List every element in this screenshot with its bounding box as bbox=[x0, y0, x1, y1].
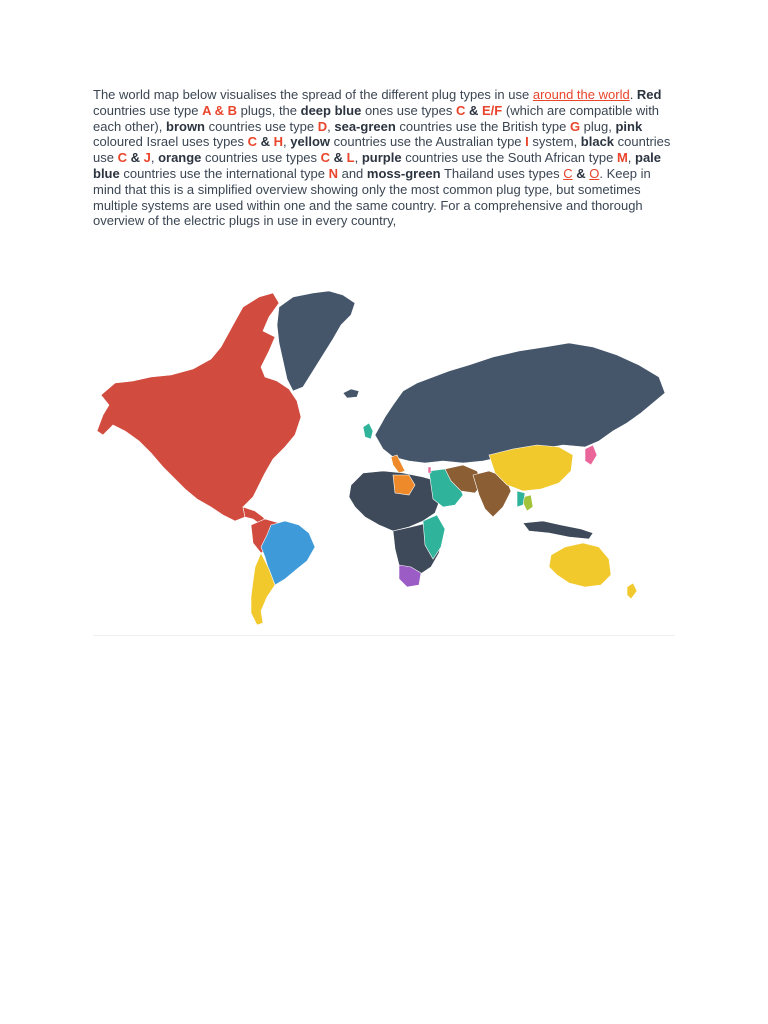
intro-text: countries use the British type bbox=[395, 118, 570, 134]
plug-type-c: C bbox=[247, 134, 258, 150]
plug-type-g: G bbox=[569, 118, 581, 134]
intro-text: plug, bbox=[580, 118, 616, 134]
plug-type-j: J bbox=[143, 150, 151, 166]
intro-text: plugs, the bbox=[237, 102, 301, 118]
color-name-orange: orange bbox=[158, 150, 202, 166]
region-eurasia bbox=[375, 343, 665, 463]
plug-type-o-link[interactable]: O bbox=[589, 165, 600, 181]
intro-text: and bbox=[337, 165, 367, 181]
plug-type-l: L bbox=[346, 150, 355, 166]
color-name-pale-blue: pale blue bbox=[93, 150, 662, 181]
ampersand: & bbox=[572, 165, 590, 181]
plug-type-ef: E/F bbox=[482, 102, 503, 118]
region-japan bbox=[585, 445, 597, 465]
region-north-america bbox=[97, 293, 301, 521]
plug-type-c-link[interactable]: C bbox=[563, 165, 573, 181]
intro-text: The world map below visualises the spread of the different plug types in use bbox=[93, 87, 533, 102]
color-name-moss-green: moss-green bbox=[366, 165, 441, 181]
intro-text: ones use types bbox=[361, 102, 456, 118]
intro-text: countries use type bbox=[93, 102, 203, 118]
region-indonesia bbox=[523, 521, 593, 539]
map-divider bbox=[93, 635, 675, 636]
color-name-deep-blue: deep blue bbox=[300, 102, 362, 118]
plug-type-d: D bbox=[317, 118, 328, 134]
plug-type-ab: A & B bbox=[202, 102, 238, 118]
color-name-sea-green: sea-green bbox=[334, 118, 396, 134]
region-israel bbox=[428, 467, 431, 473]
intro-text: (which are compatible with each other), bbox=[93, 102, 660, 134]
intro-text: . bbox=[629, 87, 637, 102]
color-name-brown: brown bbox=[166, 118, 205, 134]
intro-text: countries use the South African type bbox=[401, 150, 617, 166]
intro-text: , bbox=[150, 150, 159, 166]
ampersand: & bbox=[257, 134, 274, 150]
plug-type-n: N bbox=[328, 165, 338, 181]
intro-text: coloured Israel uses types bbox=[93, 134, 248, 150]
color-name-yellow: yellow bbox=[290, 134, 331, 150]
around-the-world-link[interactable]: around the world bbox=[532, 87, 630, 102]
ampersand: & bbox=[465, 102, 483, 118]
intro-text: countries use types bbox=[201, 150, 321, 166]
color-name-pink: pink bbox=[615, 118, 643, 134]
world-map-svg bbox=[93, 285, 675, 635]
intro-text: countries use the international type bbox=[119, 165, 329, 181]
intro-text: , bbox=[327, 118, 335, 134]
ampersand: & bbox=[126, 150, 144, 166]
plug-type-i: I bbox=[525, 134, 529, 150]
color-name-red: Red bbox=[636, 87, 662, 102]
intro-text: , bbox=[354, 150, 362, 166]
plug-type-c: C bbox=[117, 150, 127, 166]
region-greenland bbox=[277, 291, 355, 391]
color-name-purple: purple bbox=[361, 150, 402, 166]
ampersand: & bbox=[330, 150, 347, 166]
plug-type-c: C bbox=[320, 150, 331, 166]
region-british-isles bbox=[363, 423, 373, 439]
intro-text: Thailand uses types bbox=[440, 165, 564, 181]
plug-type-h: H bbox=[273, 134, 284, 150]
intro-text: countries use bbox=[93, 134, 671, 166]
region-iceland bbox=[343, 389, 359, 398]
color-name-black: black bbox=[580, 134, 615, 150]
region-australia bbox=[549, 543, 611, 587]
intro-text: system, bbox=[528, 134, 581, 150]
intro-text: countries use type bbox=[205, 118, 318, 134]
intro-text: , bbox=[283, 134, 291, 150]
intro-text: countries use the Australian type bbox=[330, 134, 526, 150]
intro-paragraph bbox=[93, 87, 671, 229]
world-plug-map bbox=[93, 285, 675, 635]
intro-text: . Keep in mind that this is a simplified overview showing only the most common plug type, but sometimes multiple systems are used within one and the same country. For a comprehensive and thorough overview of the electric plugs in use in every country, bbox=[93, 165, 651, 229]
intro-text: , bbox=[627, 150, 636, 166]
plug-type-c: C bbox=[456, 102, 466, 118]
region-new-zealand bbox=[627, 583, 637, 599]
plug-type-m: M bbox=[616, 150, 628, 166]
